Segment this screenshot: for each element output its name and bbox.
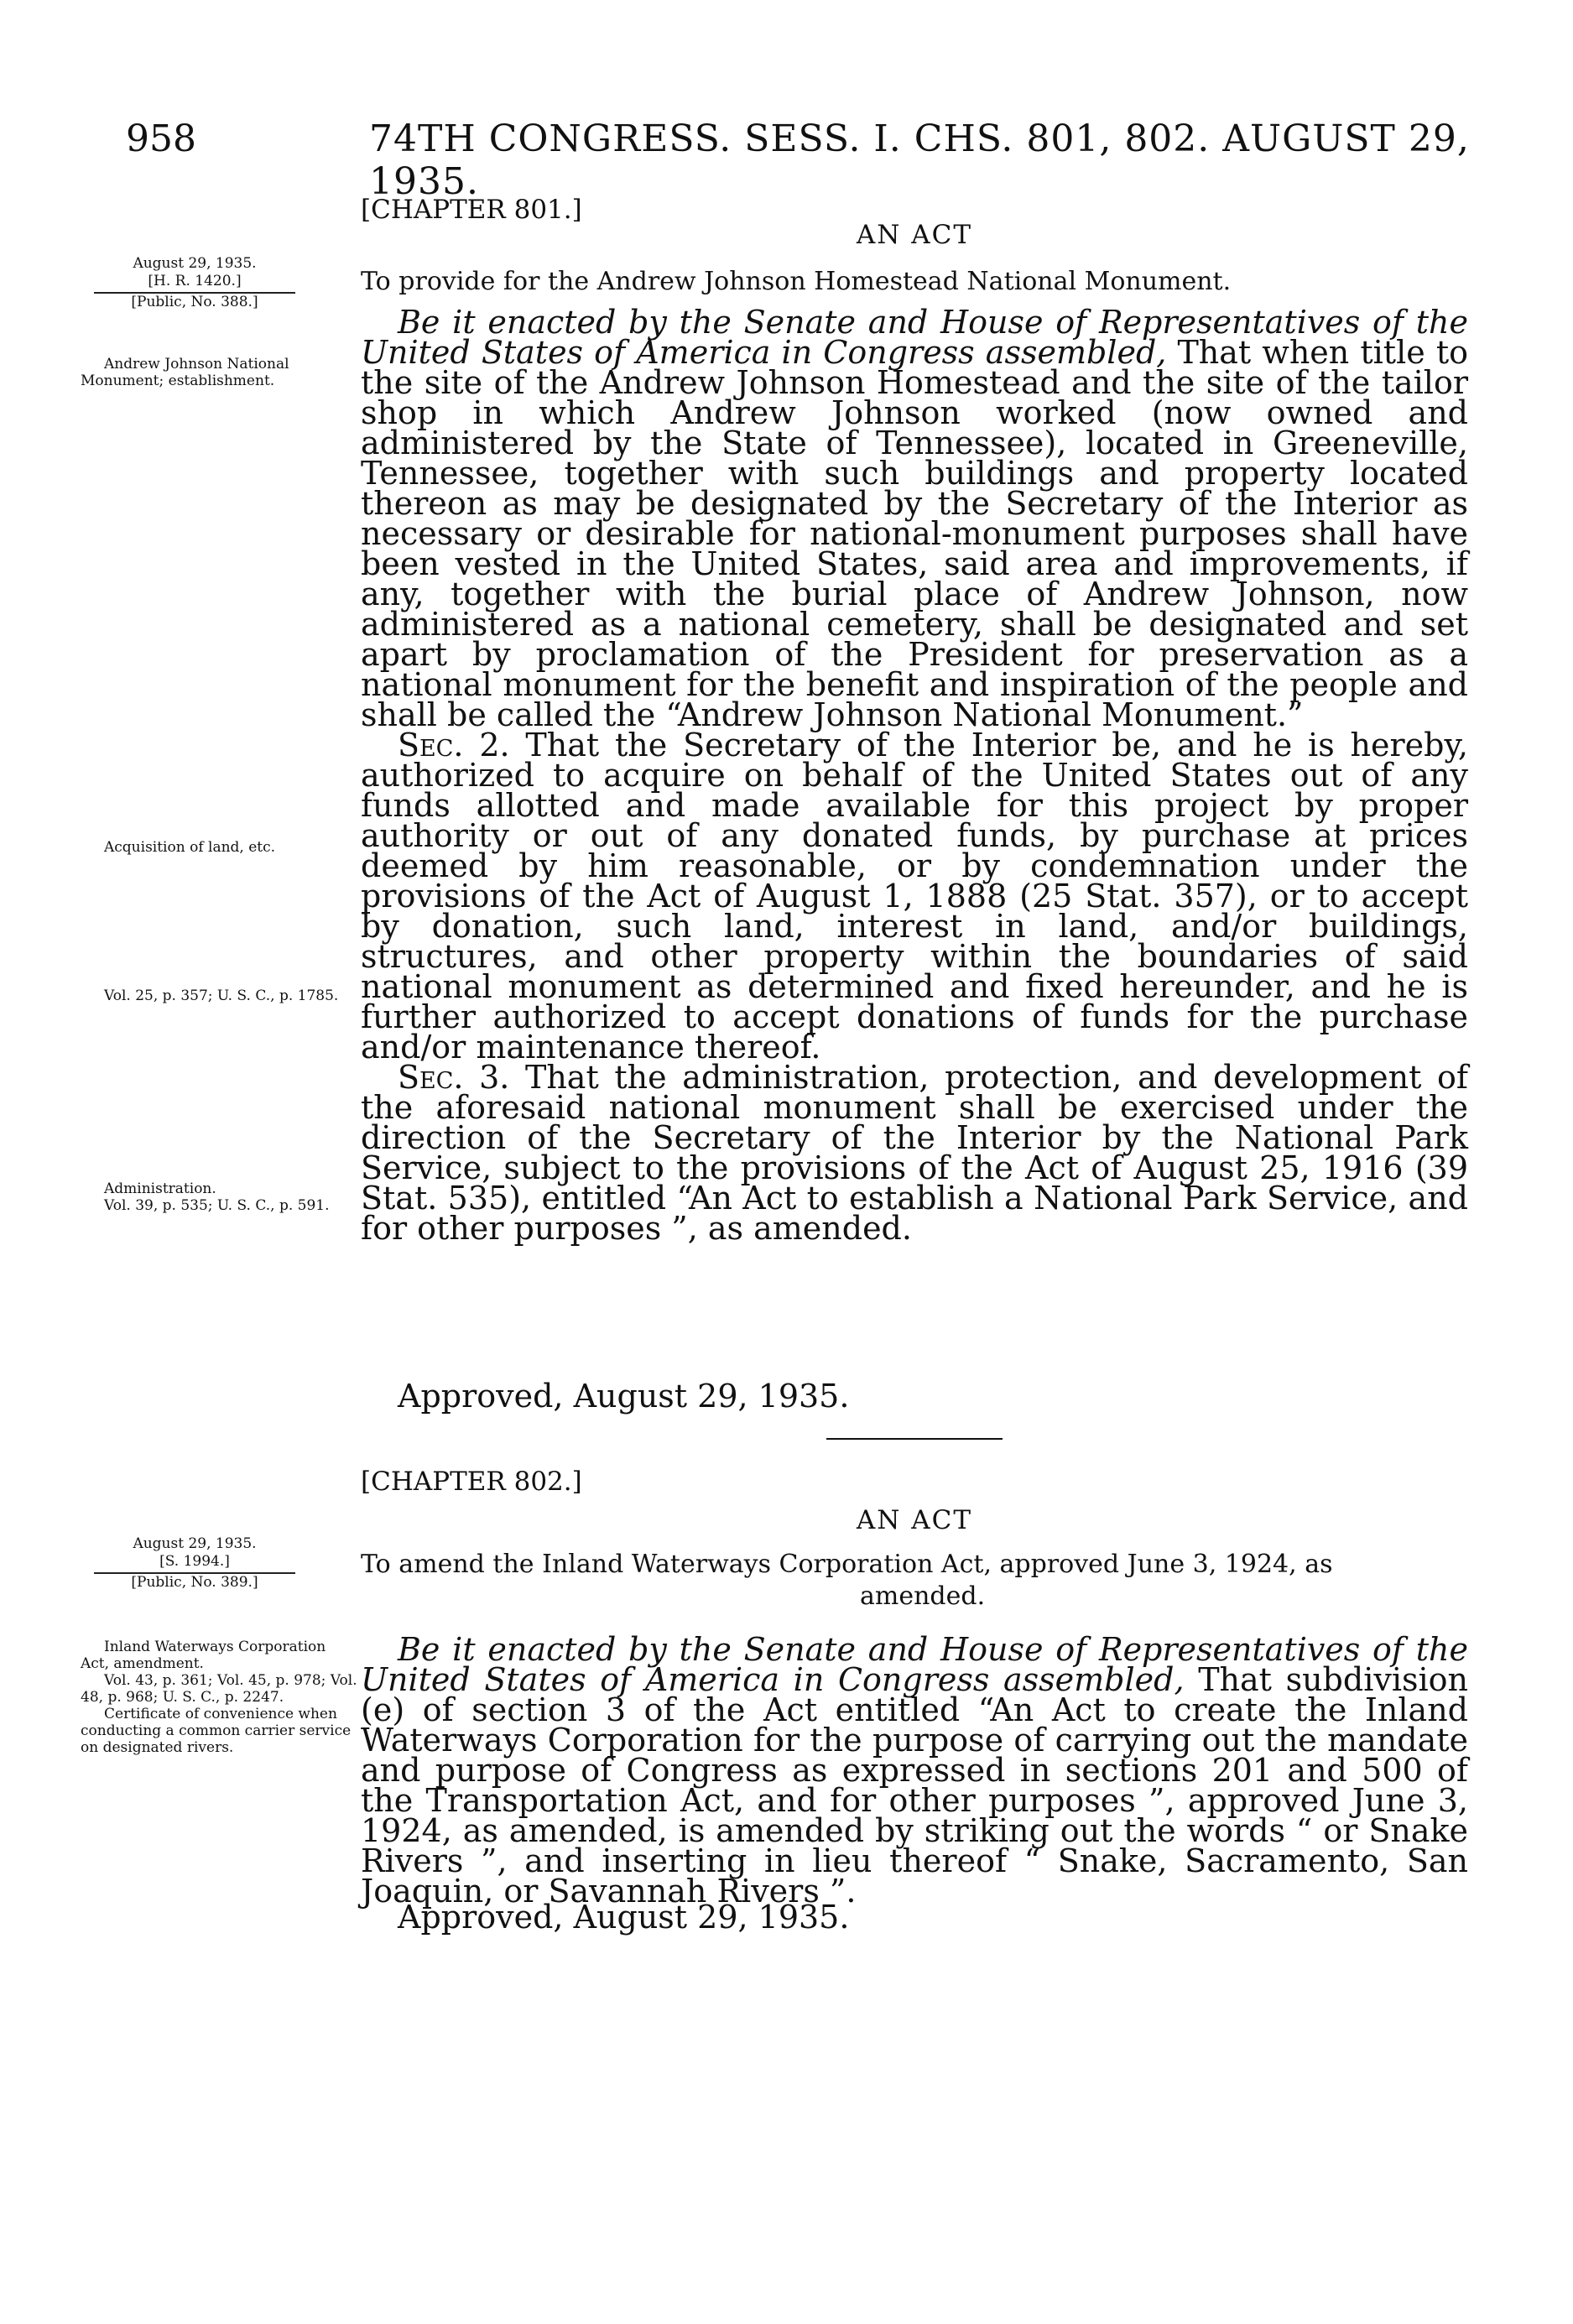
margin-date: August 29, 1935. [133,1535,257,1552]
margin-identification [81,255,309,311]
running-head-title: 74TH CONGRESS. SESS. I. CHS. 801, 802. AUGUST 29, 1935. [369,117,1470,203]
act-title: To amend the Inland Waterways Corporation Act, approved June 3, 1924, as amended. [361,1550,1333,1611]
margin-public-law: [Public, No. 388.] [131,294,258,310]
running-head [126,117,1485,203]
margin-identification [81,1535,309,1592]
act-body [361,1631,1468,1910]
margin-note-acquisition: Acquisition of land, etc. [104,839,276,856]
margin-note-administration: Administration. Vol. 39, p. 535; U. S. C., p. 591. [104,1180,330,1214]
chapter-label: [CHAPTER 801.] [361,195,582,225]
section-label: Sec. 2. [398,727,510,763]
chapter-divider [826,1438,1003,1440]
act-body [361,304,1468,1247]
section-1: Be it enacted by the Senate and House of Representatives of the United States of America in Congress assembled, That when title to the site of the Andrew Johnson Homestead and the site of the tailor shop in which Andrew Johnson worked (now owned and administered by the State of Tennessee), located in Greeneville, Tennessee, together with such buildings and property located thereon as may be designated by the Secretary of the Interior as necessary or desirable for national-monument purposes shall have been vested in the United States, said area and improvements, if any, together with the burial place of Andrew Johnson, now administered as a national cemetery, shall be designated and set apart by proclamation of the President for preservation as a national monument for the benefit and inspiration of the people and shall be called the “Andrew Johnson National Monument.” [361,304,1468,733]
act-heading: AN ACT [856,1505,973,1535]
act-title: To provide for the Andrew Johnson Homestead National Monument. [361,267,1232,296]
enacting-clause: Be it enacted by the Senate and House of Representatives of the United States of America in Congress assembled, [361,1631,1468,1698]
margin-date: August 29, 1935. [133,255,257,272]
margin-note-citation: Vol. 25, p. 357; U. S. C., p. 1785. [104,987,339,1004]
approval-line: Approved, August 29, 1935. [398,1899,850,1936]
margin-public-law: [Public, No. 389.] [131,1574,258,1591]
margin-bill-number: [H. R. 1420.] [148,273,242,289]
section-body: Be it enacted by the Senate and House of Representatives of the United States of America in Congress assembled, That subdivision (e) of section 3 of the Act entitled “An Act to create the Inland Waterways Corporation for the purpose of carrying out the mandate and purpose of Congress as expressed in sections 201 and 500 of the Transportation Act, and for other purposes ”, approved June 3, 1924, as amended, is amended by striking out the words “ or Snake Rivers ”, and inserting in lieu thereof “ Snake, Sacramento, San Joaquin, or Savannah Rivers ”. [361,1631,1468,1910]
margin-bill-number: [S. 1994.] [159,1553,230,1570]
approval-line: Approved, August 29, 1935. [398,1378,850,1415]
enacting-clause: Be it enacted by the Senate and House of Representatives of the United States of America in Congress assembled, [361,304,1468,371]
margin-note-establishment: Andrew Johnson National Monument; establishment. [81,356,289,389]
margin-note-amendment: Inland Waterways Corporation Act, amendment. Vol. 43, p. 361; Vol. 45, p. 978; Vol. 48, p. 968; U. S. C., p. 2247. Certificate of convenience when conducting a common carrier service on designated rivers. [81,1639,357,1756]
section-label: Sec. 3. [398,1059,510,1096]
section-2: Sec. 2. That the Secretary of the Interior be, and he is hereby, authorized to acquire on behalf of the United States out of any funds allotted and made available for this project by proper authority or out of any donated funds, by purchase at prices deemed by him reasonable, or by condemnation under the provisions of the Act of August 1, 1888 (25 Stat. 357), or to accept by donation, such land, interest in land, and/or buildings, structures, and other property within the boundaries of said national monument as determined and fixed hereunder, and he is further authorized to accept donations of funds for the purchase and/or maintenance thereof. [361,727,1468,1066]
section-3: Sec. 3. That the administration, protection, and development of the aforesaid national monument shall be exercised under the direction of the Secretary of the Interior by the National Park Service, subject to the provisions of the Act of August 25, 1916 (39 Stat. 535), entitled “An Act to establish a National Park Service, and for other purposes ”, as amended. [361,1059,1468,1247]
page-number: 958 [126,117,196,160]
act-heading: AN ACT [856,220,973,250]
chapter-label: [CHAPTER 802.] [361,1467,582,1497]
